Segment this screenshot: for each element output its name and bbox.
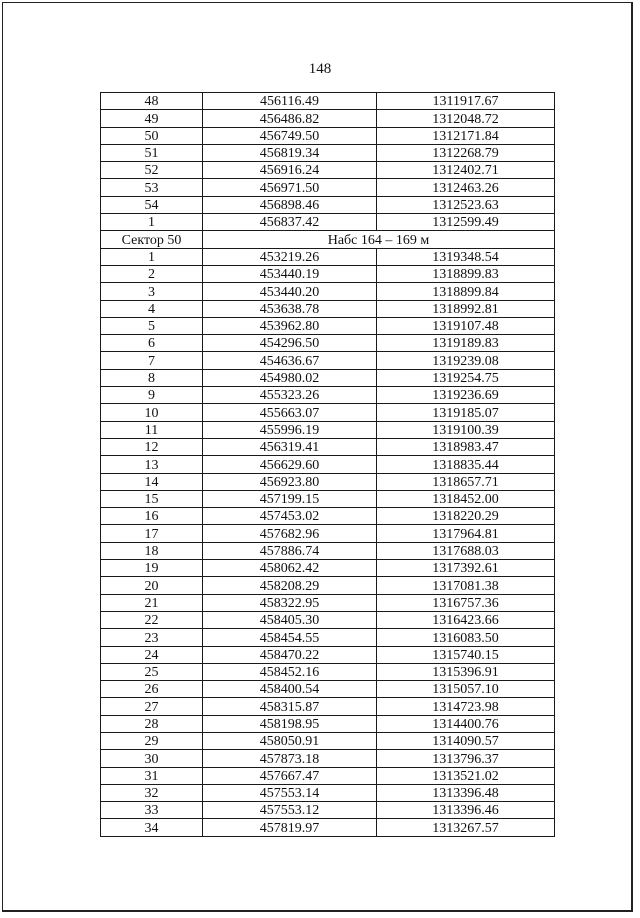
x-coordinate-cell: 456971.50 [203,179,377,196]
x-coordinate-cell: 456898.46 [203,196,377,213]
x-coordinate-cell: 458208.29 [203,577,377,594]
x-coordinate-cell: 456837.42 [203,214,377,231]
y-coordinate-cell: 1315396.91 [377,663,555,680]
table-row [101,646,555,663]
y-coordinate-cell: 1313396.46 [377,802,555,819]
point-number-cell: 8 [101,369,203,386]
y-coordinate-cell: 1318657.71 [377,473,555,490]
sector-subtitle: Набс 164 – 169 м [203,231,555,248]
x-coordinate-cell: 453219.26 [203,248,377,265]
point-number-cell: 23 [101,629,203,646]
x-coordinate-cell: 456486.82 [203,110,377,127]
table-row [101,196,555,213]
table-row [101,162,555,179]
page-number: 148 [308,61,332,77]
y-coordinate-cell: 1312599.49 [377,214,555,231]
point-number-cell: 50 [101,127,203,144]
point-number-cell: 53 [101,179,203,196]
table-row [101,473,555,490]
sector-header [101,231,555,248]
y-coordinate-cell: 1312048.72 [377,110,555,127]
point-number-cell: 18 [101,542,203,559]
point-number-cell: 28 [101,715,203,732]
point-number-cell: 49 [101,110,203,127]
y-coordinate-cell: 1317688.03 [377,542,555,559]
x-coordinate-cell: 457682.96 [203,525,377,542]
table-row [101,750,555,767]
x-coordinate-cell: 456916.24 [203,162,377,179]
x-coordinate-cell: 458315.87 [203,698,377,715]
y-coordinate-cell: 1313267.57 [377,819,555,836]
y-coordinate-cell: 1312171.84 [377,127,555,144]
y-coordinate-cell: 1312402.71 [377,162,555,179]
y-coordinate-cell: 1311917.67 [377,93,555,110]
table-row [101,767,555,784]
table-row [101,508,555,525]
y-coordinate-cell: 1314090.57 [377,732,555,749]
x-coordinate-cell: 456923.80 [203,473,377,490]
y-coordinate-cell: 1319239.08 [377,352,555,369]
table-row [101,265,555,282]
point-number-cell: 25 [101,663,203,680]
table-row [101,300,555,317]
x-coordinate-cell: 458452.16 [203,663,377,680]
rows-before-sector [101,93,555,231]
y-coordinate-cell: 1319348.54 [377,248,555,265]
y-coordinate-cell: 1315057.10 [377,681,555,698]
table-row [101,663,555,680]
coordinates-table [100,92,555,837]
point-number-cell: 16 [101,508,203,525]
table-row [101,715,555,732]
x-coordinate-cell: 453440.20 [203,283,377,300]
y-coordinate-cell: 1319100.39 [377,421,555,438]
table-row [101,525,555,542]
x-coordinate-cell: 458405.30 [203,611,377,628]
y-coordinate-cell: 1319236.69 [377,387,555,404]
y-coordinate-cell: 1319254.75 [377,369,555,386]
y-coordinate-cell: 1319189.83 [377,335,555,352]
x-coordinate-cell: 457453.02 [203,508,377,525]
table-row [101,214,555,231]
rows-after-sector [101,248,555,836]
x-coordinate-cell: 455663.07 [203,404,377,421]
x-coordinate-cell: 457553.12 [203,802,377,819]
table-row [101,144,555,161]
x-coordinate-cell: 457667.47 [203,767,377,784]
point-number-cell: 7 [101,352,203,369]
point-number-cell: 27 [101,698,203,715]
point-number-cell: 9 [101,387,203,404]
table-row [101,283,555,300]
x-coordinate-cell: 454636.67 [203,352,377,369]
x-coordinate-cell: 457199.15 [203,490,377,507]
y-coordinate-cell: 1318452.00 [377,490,555,507]
point-number-cell: 4 [101,300,203,317]
table-row [101,404,555,421]
x-coordinate-cell: 453638.78 [203,300,377,317]
y-coordinate-cell: 1319185.07 [377,404,555,421]
x-coordinate-cell: 456319.41 [203,438,377,455]
point-number-cell: 14 [101,473,203,490]
point-number-cell: 34 [101,819,203,836]
table-row [101,542,555,559]
table-row [101,732,555,749]
table-row [101,248,555,265]
point-number-cell: 48 [101,93,203,110]
y-coordinate-cell: 1318983.47 [377,438,555,455]
point-number-cell: 19 [101,560,203,577]
x-coordinate-cell: 455996.19 [203,421,377,438]
x-coordinate-cell: 458050.91 [203,732,377,749]
x-coordinate-cell: 456116.49 [203,93,377,110]
table-row [101,387,555,404]
x-coordinate-cell: 457873.18 [203,750,377,767]
y-coordinate-cell: 1312523.63 [377,196,555,213]
y-coordinate-cell: 1313396.48 [377,784,555,801]
y-coordinate-cell: 1319107.48 [377,317,555,334]
table-row [101,335,555,352]
point-number-cell: 22 [101,611,203,628]
y-coordinate-cell: 1318992.81 [377,300,555,317]
table-row [101,369,555,386]
x-coordinate-cell: 458470.22 [203,646,377,663]
table-row [101,179,555,196]
point-number-cell: 13 [101,456,203,473]
point-number-cell: 11 [101,421,203,438]
point-number-cell: 3 [101,283,203,300]
table-row [101,560,555,577]
point-number-cell: 12 [101,438,203,455]
x-coordinate-cell: 456819.34 [203,144,377,161]
x-coordinate-cell: 453440.19 [203,265,377,282]
x-coordinate-cell: 458400.54 [203,681,377,698]
x-coordinate-cell: 457553.14 [203,784,377,801]
table-row [101,93,555,110]
table-row [101,698,555,715]
sector-title: Сектор 50 [101,231,203,248]
x-coordinate-cell: 454980.02 [203,369,377,386]
y-coordinate-cell: 1317964.81 [377,525,555,542]
table-row [101,629,555,646]
table-row [101,681,555,698]
table-row [101,456,555,473]
y-coordinate-cell: 1313521.02 [377,767,555,784]
point-number-cell: 52 [101,162,203,179]
table-row [101,577,555,594]
point-number-cell: 51 [101,144,203,161]
point-number-cell: 1 [101,248,203,265]
point-number-cell: 54 [101,196,203,213]
x-coordinate-cell: 458454.55 [203,629,377,646]
point-number-cell: 5 [101,317,203,334]
table-row [101,784,555,801]
point-number-cell: 6 [101,335,203,352]
y-coordinate-cell: 1312463.26 [377,179,555,196]
table-row [101,110,555,127]
point-number-cell: 30 [101,750,203,767]
table-row [101,611,555,628]
point-number-cell: 31 [101,767,203,784]
x-coordinate-cell: 456749.50 [203,127,377,144]
y-coordinate-cell: 1318220.29 [377,508,555,525]
sector-header-row [101,231,555,248]
point-number-cell: 10 [101,404,203,421]
table-row [101,352,555,369]
y-coordinate-cell: 1318899.84 [377,283,555,300]
y-coordinate-cell: 1315740.15 [377,646,555,663]
point-number-cell: 2 [101,265,203,282]
point-number-cell: 1 [101,214,203,231]
y-coordinate-cell: 1313796.37 [377,750,555,767]
x-coordinate-cell: 458198.95 [203,715,377,732]
x-coordinate-cell: 458062.42 [203,560,377,577]
table-row [101,421,555,438]
point-number-cell: 26 [101,681,203,698]
table-row [101,127,555,144]
y-coordinate-cell: 1316757.36 [377,594,555,611]
x-coordinate-cell: 454296.50 [203,335,377,352]
x-coordinate-cell: 453962.80 [203,317,377,334]
x-coordinate-cell: 457819.97 [203,819,377,836]
x-coordinate-cell: 456629.60 [203,456,377,473]
table-row [101,819,555,836]
x-coordinate-cell: 457886.74 [203,542,377,559]
table-row [101,438,555,455]
table-row [101,802,555,819]
y-coordinate-cell: 1314723.98 [377,698,555,715]
y-coordinate-cell: 1318899.83 [377,265,555,282]
table-row [101,594,555,611]
point-number-cell: 17 [101,525,203,542]
y-coordinate-cell: 1318835.44 [377,456,555,473]
x-coordinate-cell: 458322.95 [203,594,377,611]
y-coordinate-cell: 1314400.76 [377,715,555,732]
table-row [101,317,555,334]
y-coordinate-cell: 1316423.66 [377,611,555,628]
point-number-cell: 32 [101,784,203,801]
y-coordinate-cell: 1316083.50 [377,629,555,646]
point-number-cell: 21 [101,594,203,611]
y-coordinate-cell: 1317392.61 [377,560,555,577]
x-coordinate-cell: 455323.26 [203,387,377,404]
table-row [101,490,555,507]
point-number-cell: 33 [101,802,203,819]
y-coordinate-cell: 1312268.79 [377,144,555,161]
point-number-cell: 24 [101,646,203,663]
point-number-cell: 15 [101,490,203,507]
point-number-cell: 20 [101,577,203,594]
y-coordinate-cell: 1317081.38 [377,577,555,594]
point-number-cell: 29 [101,732,203,749]
